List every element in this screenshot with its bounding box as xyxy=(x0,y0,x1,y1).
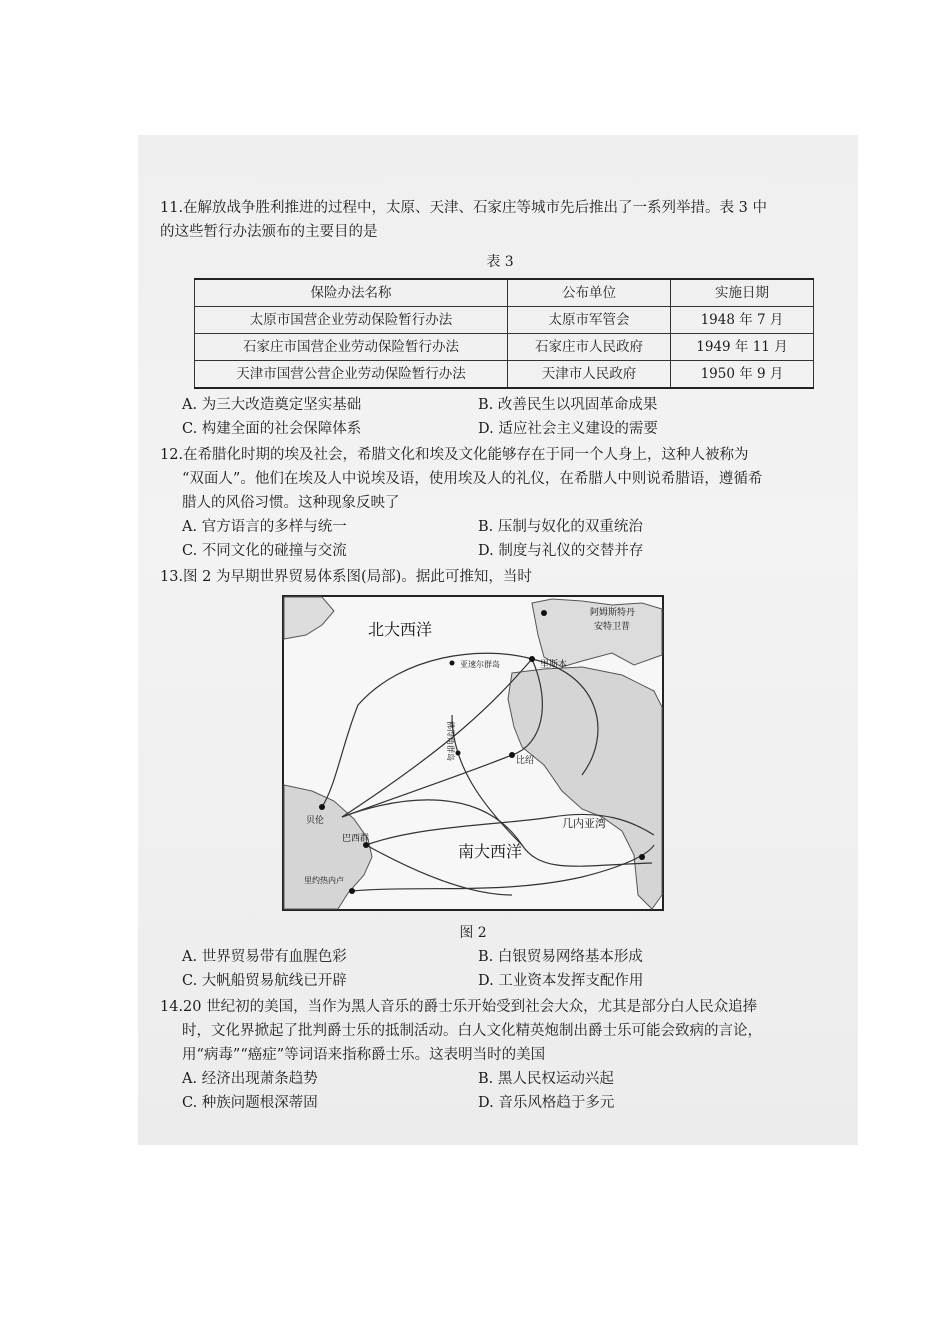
table-row xyxy=(195,307,814,334)
q11-stem-line2: 的这些暂行办法颁布的主要目的是 xyxy=(160,224,378,240)
option-a[interactable]: A. 为三大改造奠定坚实基础 xyxy=(182,397,362,413)
question-11 xyxy=(160,196,840,441)
insurance-table xyxy=(194,278,814,389)
table-cell: 石家庄市人民政府 xyxy=(508,334,671,361)
header-unit: 公布单位 xyxy=(508,279,671,307)
q13-stem: 13.图 2 为早期世界贸易体系图(局部)。据此可推知，当时 xyxy=(160,569,532,585)
q12-stem-line2: “双面人”。他们在埃及人中说埃及语，使用埃及人的礼仪，在希腊人中则说希腊语，遵循希 xyxy=(182,471,763,487)
label-amsterdam: 阿姆斯特丹 xyxy=(590,608,636,618)
label-lisbon: 里斯本 xyxy=(540,660,568,670)
q12-options xyxy=(182,515,840,563)
port-dot xyxy=(349,888,355,894)
table-row xyxy=(195,361,814,389)
option-d[interactable]: D. 适应社会主义建设的需要 xyxy=(478,421,658,437)
exam-content xyxy=(160,194,840,1115)
table-caption: 表 3 xyxy=(486,254,514,270)
option-a[interactable]: A. 官方语言的多样与统一 xyxy=(182,519,347,535)
label-belem: 贝伦 xyxy=(306,816,325,826)
option-c[interactable]: C. 不同文化的碰撞与交流 xyxy=(182,543,347,559)
option-c[interactable]: C. 大帆船贸易航线已开辟 xyxy=(182,973,347,989)
label-rio: 里约热内卢 xyxy=(304,876,344,885)
option-d[interactable]: D. 工业资本发挥支配作用 xyxy=(478,973,644,989)
label-cape-verde: 佛得角群岛 xyxy=(446,721,455,761)
q12-stem-line1: 12.在希腊化时期的埃及社会，希腊文化和埃及文化能够存在于同一个人身上，这种人被称为 xyxy=(160,447,749,463)
q14-stem-line1: 14.20 世纪初的美国，当作为黑人音乐的爵士乐开始受到社会大众，尤其是部分白人民众追捧 xyxy=(160,999,758,1015)
option-b[interactable]: B. 白银贸易网络基本形成 xyxy=(478,949,643,965)
figure-caption: 图 2 xyxy=(459,925,487,941)
trade-map xyxy=(282,595,664,911)
table-cell: 1948 年 7 月 xyxy=(671,307,814,334)
option-a[interactable]: A. 世界贸易带有血腥色彩 xyxy=(182,949,347,965)
port-dot xyxy=(639,854,645,860)
trade-map-figure xyxy=(282,595,664,945)
q11-stem-line1: 11.在解放战争胜利推进的过程中，太原、天津、石家庄等城市先后推出了一系列举措。表 3 中 xyxy=(160,200,767,216)
header-date: 实施日期 xyxy=(671,279,814,307)
port-dot xyxy=(450,661,455,666)
q12-stem-line3: 腊人的风俗习惯。这种现象反映了 xyxy=(182,495,400,511)
table-cell: 太原市国营企业劳动保险暂行办法 xyxy=(195,307,508,334)
question-13 xyxy=(160,565,840,993)
question-12 xyxy=(160,443,840,563)
table-row xyxy=(195,334,814,361)
port-dot xyxy=(541,610,547,616)
port-dot xyxy=(319,804,325,810)
label-bissau: 比绍 xyxy=(516,756,535,766)
port-dot xyxy=(529,656,535,662)
port-dot xyxy=(456,751,461,756)
label-south-atlantic: 南大西洋 xyxy=(458,842,523,861)
q11-options xyxy=(182,393,840,441)
q13-options xyxy=(182,945,840,993)
option-c[interactable]: C. 构建全面的社会保障体系 xyxy=(182,421,362,437)
label-north-atlantic: 北大西洋 xyxy=(368,620,433,639)
option-d[interactable]: D. 制度与礼仪的交替并存 xyxy=(478,543,644,559)
q14-stem-line3: 用“病毒”“癌症”等词语来指称爵士乐。这表明当时的美国 xyxy=(182,1047,546,1063)
table-cell: 太原市军管会 xyxy=(508,307,671,334)
option-b[interactable]: B. 压制与奴化的双重统治 xyxy=(478,519,643,535)
label-antwerp: 安特卫普 xyxy=(594,622,631,632)
label-brazil: 巴西群 xyxy=(342,834,370,844)
option-c[interactable]: C. 种族问题根深蒂固 xyxy=(182,1095,318,1111)
table-cell: 1950 年 9 月 xyxy=(671,361,814,389)
option-a[interactable]: A. 经济出现萧条趋势 xyxy=(182,1071,318,1087)
option-b[interactable]: B. 改善民生以巩固革命成果 xyxy=(478,397,658,413)
table-cell: 天津市人民政府 xyxy=(508,361,671,389)
table-cell: 石家庄市国营企业劳动保险暂行办法 xyxy=(195,334,508,361)
table-cell: 1949 年 11 月 xyxy=(671,334,814,361)
option-b[interactable]: B. 黑人民权运动兴起 xyxy=(478,1071,614,1087)
q14-stem-line2: 时，文化界掀起了批判爵士乐的抵制活动。白人文化精英炮制出爵士乐可能会致病的言论， xyxy=(182,1023,762,1039)
table-header-row xyxy=(195,279,814,307)
q14-options xyxy=(182,1067,840,1115)
label-azores: 亚速尔群岛 xyxy=(460,660,500,669)
table-cell: 天津市国营公营企业劳动保险暂行办法 xyxy=(195,361,508,389)
header-name: 保险办法名称 xyxy=(195,279,508,307)
option-d[interactable]: D. 音乐风格趋于多元 xyxy=(478,1095,615,1111)
port-dot xyxy=(509,752,515,758)
label-guinea-gulf: 几内亚湾 xyxy=(562,817,606,830)
question-14 xyxy=(160,995,840,1115)
